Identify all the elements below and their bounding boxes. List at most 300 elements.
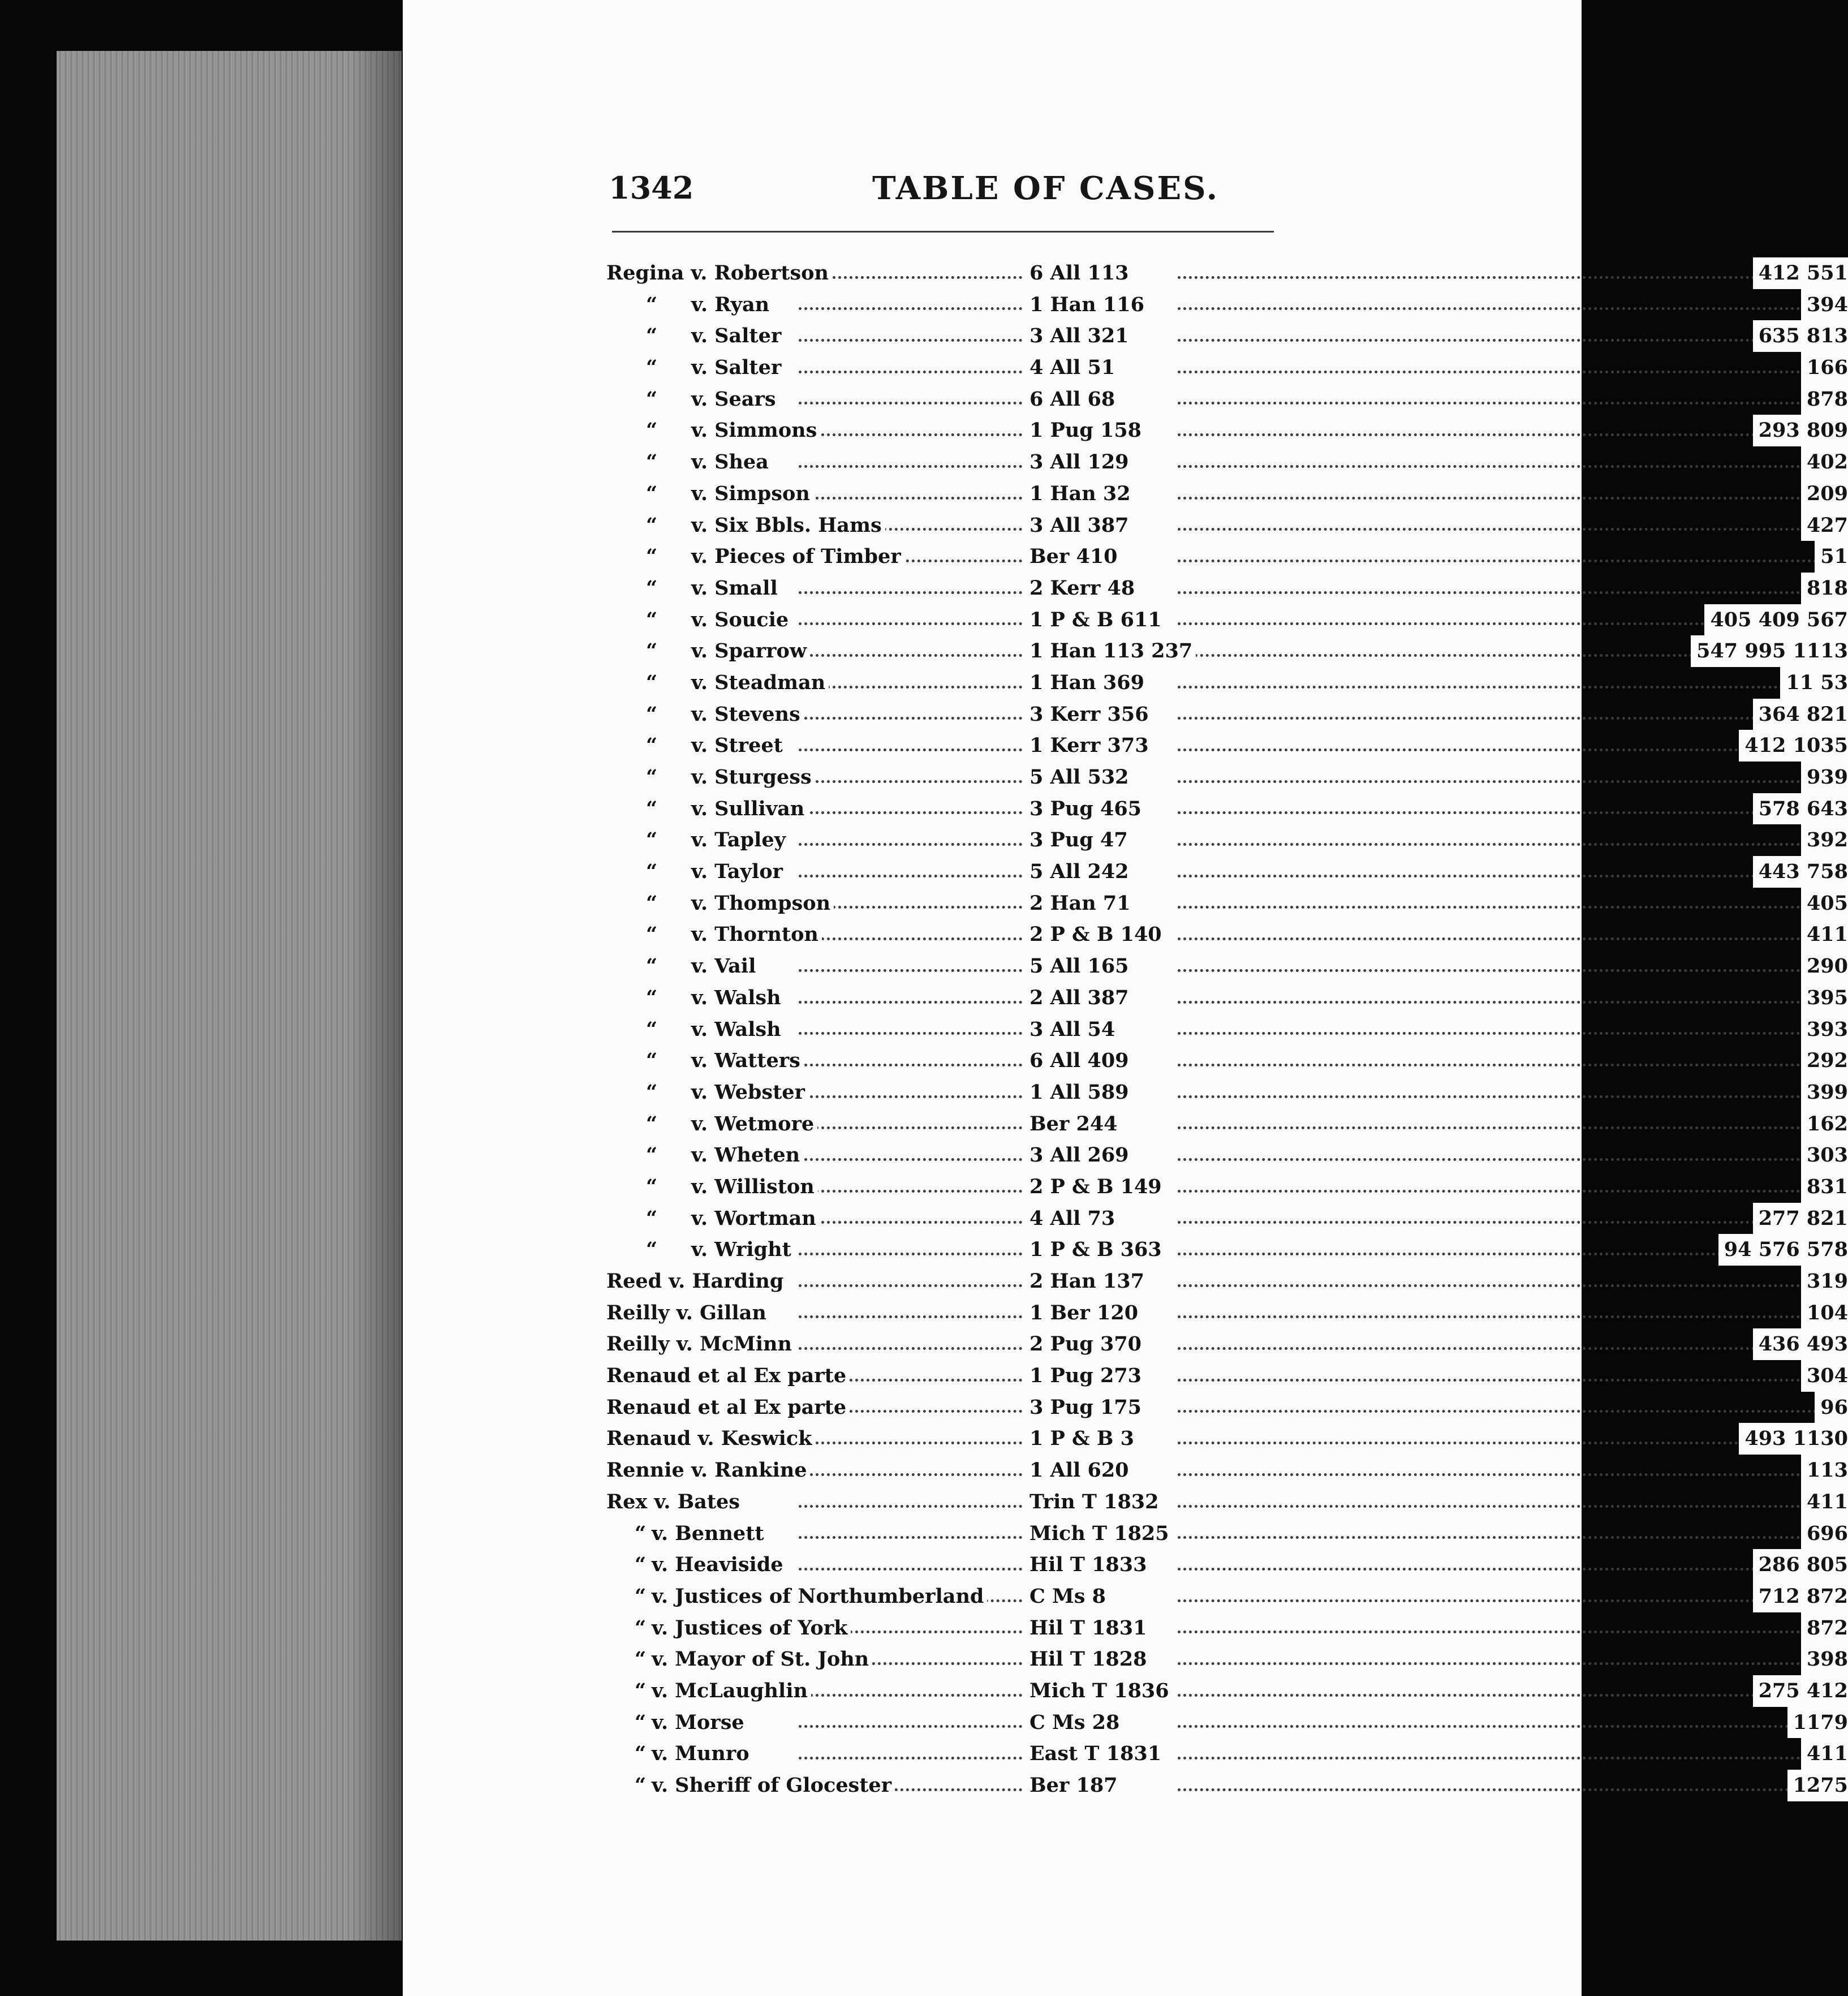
dot-leader — [1178, 1126, 1840, 1129]
reporter-citation: 5 All 242 — [1029, 856, 1132, 888]
page-references: 162 — [1801, 1108, 1848, 1140]
page-references: 411 — [1801, 1486, 1848, 1518]
page-references: 411 — [1801, 1738, 1848, 1770]
case-name: v. Justices of York — [652, 1612, 851, 1644]
ditto-mark: “ — [646, 608, 658, 631]
dot-leader — [799, 780, 1022, 783]
case-name: v. Sheriff of Glocester — [652, 1770, 895, 1801]
header-rule — [612, 231, 1274, 233]
reporter-citation: 2 Han 137 — [1029, 1266, 1148, 1297]
case-name: v. Simpson — [691, 478, 813, 510]
ditto-mark: “ — [646, 670, 658, 694]
dot-leader — [799, 1757, 1022, 1760]
case-name: v. Sullivan — [691, 793, 808, 825]
ditto-mark: “ — [646, 1143, 658, 1167]
ditto-mark: “ — [646, 481, 658, 505]
page-references: 286 805 — [1753, 1549, 1848, 1581]
dot-leader — [799, 497, 1022, 500]
case-row — [403, 1014, 1848, 1046]
dot-leader — [799, 1694, 1022, 1697]
page-references: 166 — [1801, 352, 1848, 384]
reporter-citation: 3 Pug 465 — [1029, 793, 1145, 825]
dot-leader — [1178, 1221, 1840, 1224]
case-row — [403, 510, 1848, 541]
case-name: v. Watters — [691, 1045, 804, 1077]
dot-leader — [799, 811, 1022, 814]
dot-leader — [799, 969, 1022, 972]
ditto-mark: “ — [646, 356, 658, 380]
book-page-edges — [57, 51, 402, 1941]
case-name: v. Morse — [652, 1707, 748, 1739]
reporter-citation: 4 All 73 — [1029, 1203, 1118, 1234]
dot-leader — [1178, 433, 1840, 436]
case-name: v. Munro — [652, 1738, 753, 1770]
ditto-mark: “ — [646, 828, 658, 852]
page-references: 319 — [1801, 1266, 1848, 1297]
case-row — [403, 1045, 1848, 1077]
case-row — [403, 1612, 1848, 1644]
page-references: 493 1130 — [1739, 1423, 1848, 1455]
dot-leader — [799, 1158, 1022, 1161]
dot-leader — [799, 1032, 1022, 1035]
case-row — [403, 1581, 1848, 1612]
case-row — [403, 541, 1848, 573]
page-references: 104 — [1801, 1297, 1848, 1329]
dot-leader — [1178, 1662, 1840, 1665]
case-row — [403, 1644, 1848, 1675]
dot-leader — [799, 1001, 1022, 1004]
ditto-mark: “ — [646, 576, 658, 600]
ditto-mark: “ — [646, 1238, 658, 1262]
dot-leader — [799, 1190, 1022, 1193]
page-references: 209 — [1801, 478, 1848, 510]
page-references: 578 643 — [1753, 793, 1848, 825]
dot-leader — [1178, 1347, 1840, 1350]
dot-leader — [799, 1505, 1022, 1508]
case-name: v. Thompson — [691, 888, 834, 919]
case-row — [403, 1455, 1848, 1486]
reporter-citation: 6 All 409 — [1029, 1045, 1132, 1077]
case-name: v. Vail — [691, 950, 759, 982]
dot-leader — [1178, 906, 1840, 909]
dot-leader — [1178, 591, 1840, 594]
dot-leader — [799, 591, 1022, 594]
ditto-mark: “ — [646, 545, 658, 569]
case-row — [403, 446, 1848, 478]
reporter-citation: 1 P & B 3 — [1029, 1423, 1138, 1455]
case-name: v. Wright — [691, 1234, 795, 1266]
reporter-citation: 2 P & B 149 — [1029, 1171, 1165, 1203]
page-references: 696 — [1801, 1518, 1848, 1550]
page-references: 1179 — [1787, 1707, 1848, 1739]
case-row — [403, 635, 1848, 667]
case-row — [403, 1707, 1848, 1739]
reporter-citation: Ber 244 — [1029, 1108, 1121, 1140]
dot-leader — [1178, 811, 1840, 814]
ditto-mark: “ — [635, 1742, 647, 1766]
dot-leader — [1178, 1631, 1840, 1633]
ditto-mark: “ — [646, 954, 658, 978]
reporter-citation: Hil T 1828 — [1029, 1644, 1151, 1675]
ditto-mark: “ — [635, 1553, 647, 1577]
dot-leader — [799, 875, 1022, 877]
ditto-mark: “ — [646, 387, 658, 411]
dot-leader — [1178, 1032, 1840, 1035]
case-row — [403, 1171, 1848, 1203]
ditto-mark: “ — [646, 923, 658, 947]
case-row — [403, 1266, 1848, 1297]
reporter-citation: 3 All 129 — [1029, 446, 1132, 478]
ditto-mark: “ — [646, 1175, 658, 1198]
page-references: 275 412 — [1753, 1675, 1848, 1707]
page-references: 712 872 — [1753, 1581, 1848, 1612]
ditto-mark: “ — [635, 1679, 647, 1702]
ditto-mark: “ — [635, 1710, 647, 1734]
dot-leader — [799, 1568, 1022, 1571]
dot-leader — [1178, 1505, 1840, 1508]
case-row — [403, 856, 1848, 888]
page-references: 831 — [1801, 1171, 1848, 1203]
case-row — [403, 919, 1848, 950]
dot-leader — [799, 339, 1022, 342]
dot-leader — [1178, 497, 1840, 500]
page-references: 1275 — [1787, 1770, 1848, 1801]
dot-leader — [799, 402, 1022, 405]
case-row — [403, 699, 1848, 730]
dot-leader — [799, 307, 1022, 310]
reporter-citation: Hil T 1833 — [1029, 1549, 1151, 1581]
reporter-citation: 1 P & B 611 — [1029, 604, 1165, 636]
case-table — [403, 257, 1848, 1801]
reporter-citation: 1 Ber 120 — [1029, 1297, 1141, 1329]
dot-leader — [1178, 780, 1840, 783]
dot-leader — [1178, 875, 1840, 877]
dot-leader — [799, 843, 1022, 846]
reporter-citation: 3 Pug 47 — [1029, 824, 1131, 856]
reporter-citation: 3 All 321 — [1029, 320, 1132, 352]
page-references: 292 — [1801, 1045, 1848, 1077]
ditto-mark: “ — [635, 1647, 647, 1671]
case-row — [403, 320, 1848, 352]
dot-leader — [1178, 1757, 1840, 1760]
case-name: v. Shea — [691, 446, 772, 478]
dot-leader — [1178, 1599, 1840, 1602]
case-name: v. Walsh — [691, 982, 785, 1014]
reporter-citation: Hil T 1831 — [1029, 1612, 1151, 1644]
case-row — [403, 950, 1848, 982]
page-references: 399 — [1801, 1077, 1848, 1108]
case-row — [403, 384, 1848, 415]
dot-leader — [799, 433, 1022, 436]
reporter-citation: Mich T 1825 — [1029, 1518, 1173, 1550]
page-references: 392 — [1801, 824, 1848, 856]
case-row — [403, 1549, 1848, 1581]
dot-leader — [1178, 465, 1840, 468]
ditto-mark: “ — [646, 1017, 658, 1041]
dot-leader — [1178, 1725, 1840, 1728]
case-name: Reed v. Harding — [606, 1266, 787, 1297]
dot-leader — [1178, 1190, 1840, 1193]
case-name: v. Salter — [691, 320, 785, 352]
case-row — [403, 1234, 1848, 1266]
page-references: 395 — [1801, 982, 1848, 1014]
case-name: Reilly v. McMinn — [606, 1328, 795, 1360]
dot-leader — [1178, 1158, 1840, 1161]
page-references: 411 — [1801, 919, 1848, 950]
dot-leader — [1178, 1315, 1840, 1318]
ditto-mark: “ — [646, 513, 658, 537]
dot-leader — [799, 371, 1022, 373]
page-references: 402 — [1801, 446, 1848, 478]
reporter-citation: 1 Pug 158 — [1029, 415, 1145, 446]
page-references: 412 1035 — [1739, 730, 1848, 762]
reporter-citation: 3 All 269 — [1029, 1139, 1132, 1171]
case-name: v. Six Bbls. Hams — [691, 510, 885, 541]
ditto-mark: “ — [646, 891, 658, 915]
dot-leader — [1178, 402, 1840, 405]
case-name: v. Thornton — [691, 919, 822, 950]
case-row — [403, 667, 1848, 699]
reporter-citation: 1 Han 113 237 — [1029, 635, 1196, 667]
page-references: 11 53 — [1780, 667, 1848, 699]
reporter-citation: Ber 410 — [1029, 541, 1121, 573]
ditto-mark: “ — [646, 1080, 658, 1104]
dot-leader — [799, 1095, 1022, 1098]
case-name: v. Sturgess — [691, 762, 815, 793]
case-row — [403, 1392, 1848, 1423]
page-references: 364 821 — [1753, 699, 1848, 730]
case-name: Regina v. Robertson — [606, 257, 832, 289]
dot-leader — [799, 748, 1022, 751]
case-name: v. Steadman — [691, 667, 829, 699]
dot-leader — [799, 654, 1022, 657]
page-references: 394 — [1801, 289, 1848, 321]
case-name: Rex v. Bates — [606, 1486, 743, 1518]
dot-leader — [1178, 1568, 1840, 1571]
page-title: TABLE OF CASES. — [872, 170, 1220, 207]
reporter-citation: 2 Han 71 — [1029, 888, 1134, 919]
page-references: 398 — [1801, 1644, 1848, 1675]
case-row — [403, 352, 1848, 384]
reporter-citation: 1 All 589 — [1029, 1077, 1132, 1108]
case-row — [403, 1518, 1848, 1550]
ditto-mark: “ — [646, 765, 658, 789]
dot-leader — [799, 937, 1022, 940]
case-name: v. Wortman — [691, 1203, 820, 1234]
dot-leader — [799, 1253, 1022, 1255]
case-row — [403, 1486, 1848, 1518]
page-references: 405 409 567 — [1704, 604, 1848, 636]
case-name: v. Street — [691, 730, 786, 762]
reporter-citation: 2 All 387 — [1029, 982, 1132, 1014]
page-references: 290 — [1801, 950, 1848, 982]
page-references: 427 — [1801, 510, 1848, 541]
case-name: Renaud et al Ex parte — [606, 1392, 850, 1423]
page-references: 277 821 — [1753, 1203, 1848, 1234]
dot-leader — [799, 1442, 1022, 1444]
case-name: v. Simmons — [691, 415, 820, 446]
dot-leader — [1178, 371, 1840, 373]
case-row — [403, 730, 1848, 762]
dot-leader — [1178, 1788, 1840, 1791]
case-name: v. Walsh — [691, 1014, 785, 1046]
dot-leader — [1178, 686, 1840, 689]
case-row — [403, 1203, 1848, 1234]
dot-leader — [799, 1347, 1022, 1350]
case-name: v. Taylor — [691, 856, 786, 888]
reporter-citation: C Ms 8 — [1029, 1581, 1109, 1612]
case-row — [403, 1328, 1848, 1360]
reporter-citation: 1 Han 369 — [1029, 667, 1148, 699]
dot-leader — [1178, 717, 1840, 720]
reporter-citation: 2 Kerr 48 — [1029, 573, 1138, 604]
case-name: v. Wetmore — [691, 1108, 817, 1140]
dot-leader — [799, 1473, 1022, 1476]
reporter-citation: 2 Pug 370 — [1029, 1328, 1145, 1360]
case-row — [403, 257, 1848, 289]
case-row — [403, 1139, 1848, 1171]
page-header — [403, 170, 1582, 215]
case-name: v. McLaughlin — [652, 1675, 811, 1707]
reporter-citation: 3 All 387 — [1029, 510, 1132, 541]
case-name: v. Heaviside — [652, 1549, 787, 1581]
case-name: v. Sparrow — [691, 635, 810, 667]
ditto-mark: “ — [646, 639, 658, 663]
page-references: 878 — [1801, 384, 1848, 415]
reporter-citation: 3 All 54 — [1029, 1014, 1118, 1046]
dot-leader — [799, 1221, 1022, 1224]
reporter-citation: 3 Pug 175 — [1029, 1392, 1145, 1423]
dot-leader — [799, 717, 1022, 720]
case-row — [403, 824, 1848, 856]
dot-leader — [1178, 1694, 1840, 1697]
reporter-citation: 1 Han 32 — [1029, 478, 1134, 510]
ditto-mark: “ — [635, 1774, 647, 1797]
dot-leader — [1178, 969, 1840, 972]
case-name: v. Stevens — [691, 699, 804, 730]
page-references: 303 — [1801, 1139, 1848, 1171]
dot-leader — [1178, 528, 1840, 531]
ditto-mark: “ — [635, 1616, 647, 1640]
reporter-citation: C Ms 28 — [1029, 1707, 1123, 1739]
case-row — [403, 1108, 1848, 1140]
reporter-citation: 2 P & B 140 — [1029, 919, 1165, 950]
page-number: 1342 — [609, 170, 694, 206]
ditto-mark: “ — [646, 450, 658, 474]
book-page — [403, 0, 1848, 1996]
case-row — [403, 478, 1848, 510]
case-name: v. Ryan — [691, 289, 773, 321]
dot-leader — [1178, 1095, 1840, 1098]
dot-leader — [799, 1126, 1022, 1129]
case-row — [403, 762, 1848, 793]
case-row — [403, 1297, 1848, 1329]
dot-leader — [799, 1284, 1022, 1287]
reporter-citation: Mich T 1836 — [1029, 1675, 1173, 1707]
dot-leader — [1178, 307, 1840, 310]
page-references: 113 — [1801, 1455, 1848, 1486]
case-name: v. Small — [691, 573, 781, 604]
reporter-citation: Ber 187 — [1029, 1770, 1121, 1801]
dot-leader — [799, 1536, 1022, 1539]
case-row — [403, 793, 1848, 825]
ditto-mark: “ — [635, 1584, 647, 1608]
case-row — [403, 289, 1848, 321]
page-references: 818 — [1801, 573, 1848, 604]
page-references: 547 995 1113 — [1691, 635, 1848, 667]
ditto-mark: “ — [646, 986, 658, 1009]
ditto-mark: “ — [646, 1049, 658, 1073]
ditto-mark: “ — [646, 292, 658, 316]
page-references: 635 813 — [1753, 320, 1848, 352]
case-row — [403, 1738, 1848, 1770]
reporter-citation: 1 Pug 273 — [1029, 1360, 1145, 1392]
ditto-mark: “ — [646, 419, 658, 442]
case-row — [403, 1423, 1848, 1455]
case-name: v. Mayor of St. John — [652, 1644, 872, 1675]
page-references: 94 576 578 — [1718, 1234, 1848, 1266]
case-row — [403, 1675, 1848, 1707]
page-references: 96 — [1815, 1392, 1848, 1423]
case-name: Reilly v. Gillan — [606, 1297, 770, 1329]
case-name: v. Bennett — [652, 1518, 768, 1550]
case-row — [403, 1770, 1848, 1801]
dot-leader — [1178, 560, 1840, 562]
dot-leader — [1178, 1379, 1840, 1382]
reporter-citation: 6 All 113 — [1029, 257, 1132, 289]
case-name: Renaud v. Keswick — [606, 1423, 815, 1455]
case-name: v. Williston — [691, 1171, 818, 1203]
reporter-citation: East T 1831 — [1029, 1738, 1165, 1770]
case-row — [403, 604, 1848, 636]
dot-leader — [799, 622, 1022, 625]
case-name: v. Pieces of Timber — [691, 541, 904, 573]
reporter-citation: Trin T 1832 — [1029, 1486, 1162, 1518]
page-references: 393 — [1801, 1014, 1848, 1046]
reporter-citation: 3 Kerr 356 — [1029, 699, 1152, 730]
page-references: 443 758 — [1753, 856, 1848, 888]
reporter-citation: 1 Han 116 — [1029, 289, 1148, 321]
ditto-mark: “ — [646, 324, 658, 348]
reporter-citation: 1 Kerr 373 — [1029, 730, 1152, 762]
case-row — [403, 573, 1848, 604]
ditto-mark: “ — [646, 860, 658, 884]
dot-leader — [1178, 937, 1840, 940]
page-references: 405 — [1801, 888, 1848, 919]
dot-leader — [1178, 1064, 1840, 1066]
case-row — [403, 1077, 1848, 1108]
reporter-citation: 1 All 620 — [1029, 1455, 1132, 1486]
page-references: 436 493 — [1753, 1328, 1848, 1360]
case-name: v. Soucie — [691, 604, 792, 636]
ditto-mark: “ — [646, 702, 658, 726]
case-name: v. Wheten — [691, 1139, 803, 1171]
reporter-citation: 5 All 165 — [1029, 950, 1132, 982]
case-name: v. Tapley — [691, 824, 789, 856]
case-row — [403, 415, 1848, 446]
dot-leader — [799, 1725, 1022, 1728]
dot-leader — [1178, 1473, 1840, 1476]
dot-leader — [799, 1064, 1022, 1066]
dot-leader — [1178, 276, 1840, 279]
case-name: v. Justices of Northumberland — [652, 1581, 987, 1612]
case-row — [403, 982, 1848, 1014]
page-references: 51 — [1815, 541, 1848, 573]
ditto-mark: “ — [646, 1112, 658, 1135]
page-references: 412 551 — [1753, 257, 1848, 289]
ditto-mark: “ — [646, 1206, 658, 1230]
dot-leader — [799, 1315, 1022, 1318]
